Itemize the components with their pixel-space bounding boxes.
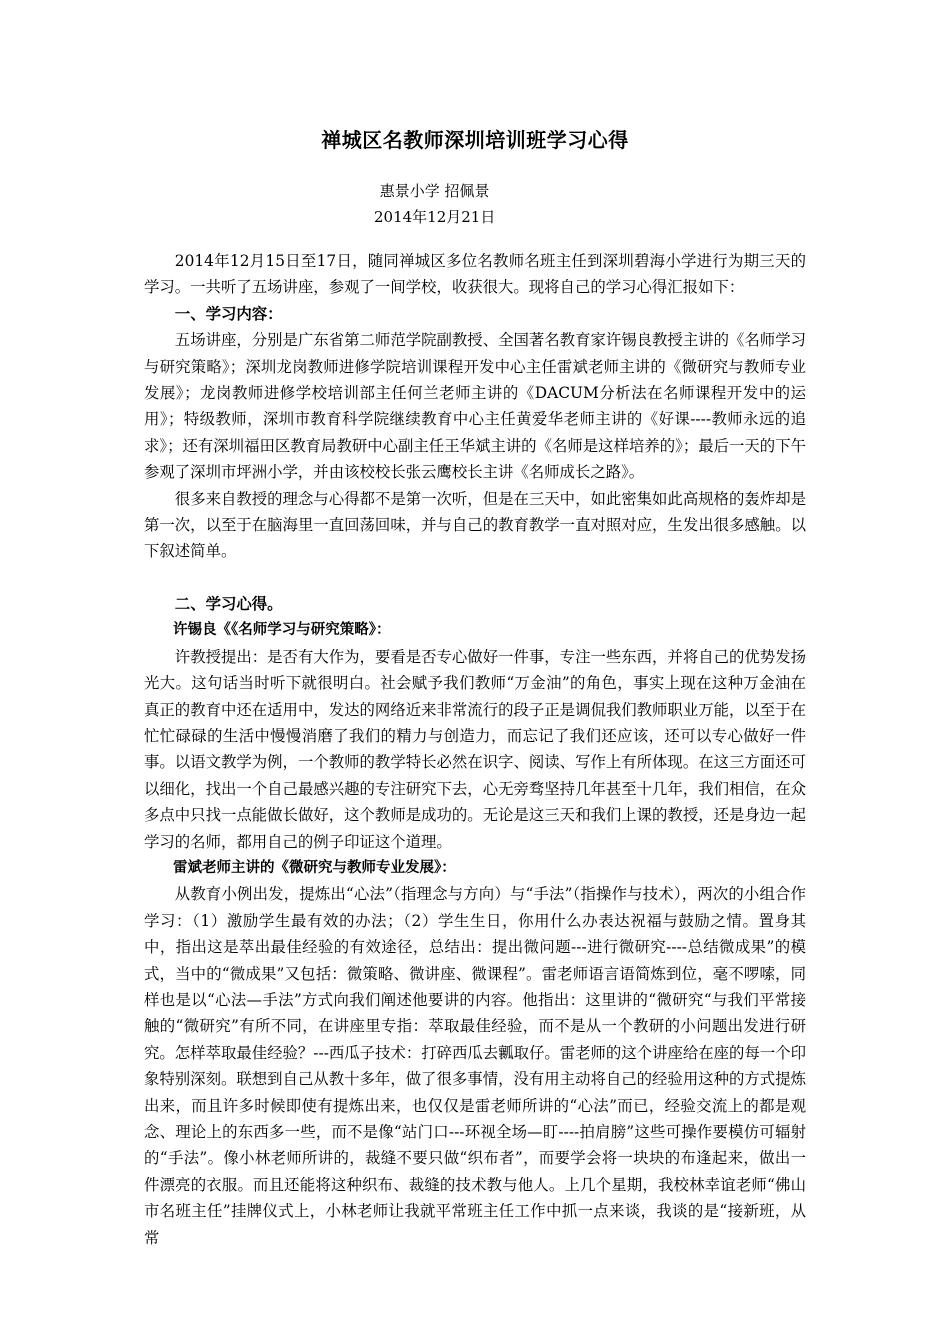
subheading-xu: 许锡良《《名师学习与研究策略》： (173, 622, 391, 639)
subheading-lei: 雷斌老师主讲的《微研究与教师专业发展》： (173, 859, 456, 876)
xu-paragraph: 许教授提出：是否有大作为，要看是否专心做好一件事，专注一些东西，并将自己的优势发扬光大。这句话当时听下就很明白。社会赋予我们教师“万金油”的角色，事实上现在这种万金油在真正的教育中还在适用中，发达的网络近来非常流行的段子正是调侃我们教师职业万能，以至于在忙忙碌碌的生活中慢慢消磨了我们的精力与创造力，而忘记了我们还应该，还可以专心做好一件事。以语文教学为例，一个教师的教学特长必然在识字、阅读、写作上有所体现。在这三方面还可以细化，找出一个自己最感兴趣的专注研究下去，心无旁骛坚持几年甚至十几年，我们相信，在众多点中只找一点能做长做好，这个教师是成功的。无论是这三天和我们上课的教授，还是身边一起学习的名师，都用自己的例子印证这个道理。 (144, 647, 806, 851)
date-line: 2014年12月21日 (374, 208, 496, 226)
section-heading-content: 一、学习内容： (174, 304, 283, 323)
document-title: 禅城区名教师深圳培训班学习心得 (321, 128, 629, 152)
author-line: 惠景小学 招佩景 (379, 182, 490, 200)
intro-paragraph: 2014年12月15日至17日，随同禅城区多位名教师名班主任到深圳碧海小学进行为期三天的学习。一共听了五场讲座，参观了一间学校，收获很大。现将自己的学习心得汇报如下： (144, 252, 806, 297)
paragraph-spacer (144, 565, 806, 591)
lei-paragraph: 从教育小例出发，提炼出“心法”（指理念与方向）与“手法”（指操作与技术），两次的小组合作学习：（1）激励学生最有效的办法；（2）学生生日，你用什么办表达祝福与鼓励之情。置身其中，指出这是萃出最佳经验的有效途径，总结出：提出微问题---进行微研究----总结微成果”的模式，当中的“微成果”又包括：微策略、微讲座、微课程”。雷老师语言语简炼到位，毫不啰嗦，同样也是以“心法—手法”方式向我们阐述他要讲的内容。他指出：这里讲的“微研究“与我们平常接触的“微研究”有所不同，在讲座里专指：萃取最佳经验，而不是从一个教研的小问题出发进行研究。怎样萃取最佳经验？---西瓜子技术：打碎西瓜去瓤取仔。雷老师的这个讲座给在座的每一个印象特别深刻。联想到自己从教十多年，做了很多事情，没有用主动将自己的经验用这种的方式提炼出来，而且许多时候即使有提炼出来，也仅仅是雷老师所讲的“心法”而已，经验交流上的都是观念、理论上的东西多一些，而不是像“站门口---环视全场—盯----拍肩膀”这些可操作要模仿可辐射的“手法”。像小林老师所讲的，裁缝不要只做“织布者”，而要学会将一块块的布逢起来，做出一件漂亮的衣服。而且还能将这种织布、裁缝的技术教与他人。上几个星期，我校林幸谊老师“佛山市名班主任”挂牌仪式上，小林老师让我就平常班主任工作中抓一点来谈，我谈的是“接新班，从常 (144, 885, 807, 1247)
lectures-paragraph: 五场讲座，分别是广东省第二师范学院副教授、全国著名教育家许锡良教授主讲的《名师学习与研究策略》；深圳龙岗教师进修学院培训课程开发中心主任雷斌老师主讲的《微研究与教师专业发展》；龙岗教师进修学校培训部主任何兰老师主讲的《DACUM分析法在名师课程开发中的运用》；特级教师，深圳市教育科学院继续教育中心主任黄爱华老师主讲的《好课----教师永远的追求》；还有深圳福田区教育局教研中心副主任王华斌主讲的《名师是这样培养的》；最后一天的下午参观了深圳市坪洲小学，并由该校校长张云鹰校长主讲《名师成长之路》。 (144, 331, 806, 482)
impressions-paragraph: 很多来自教授的理念与心得都不是第一次听，但是在三天中，如此密集如此高规格的轰炸却是第一次，以至于在脑海里一直回荡回味，并与自己的教育教学一直对照对应，生发出很多感触。以下叙述简单。 (144, 489, 806, 561)
section-heading-reflections: 二、学习心得。 (174, 594, 283, 613)
document-body (144, 248, 806, 1251)
author-block (374, 178, 495, 230)
